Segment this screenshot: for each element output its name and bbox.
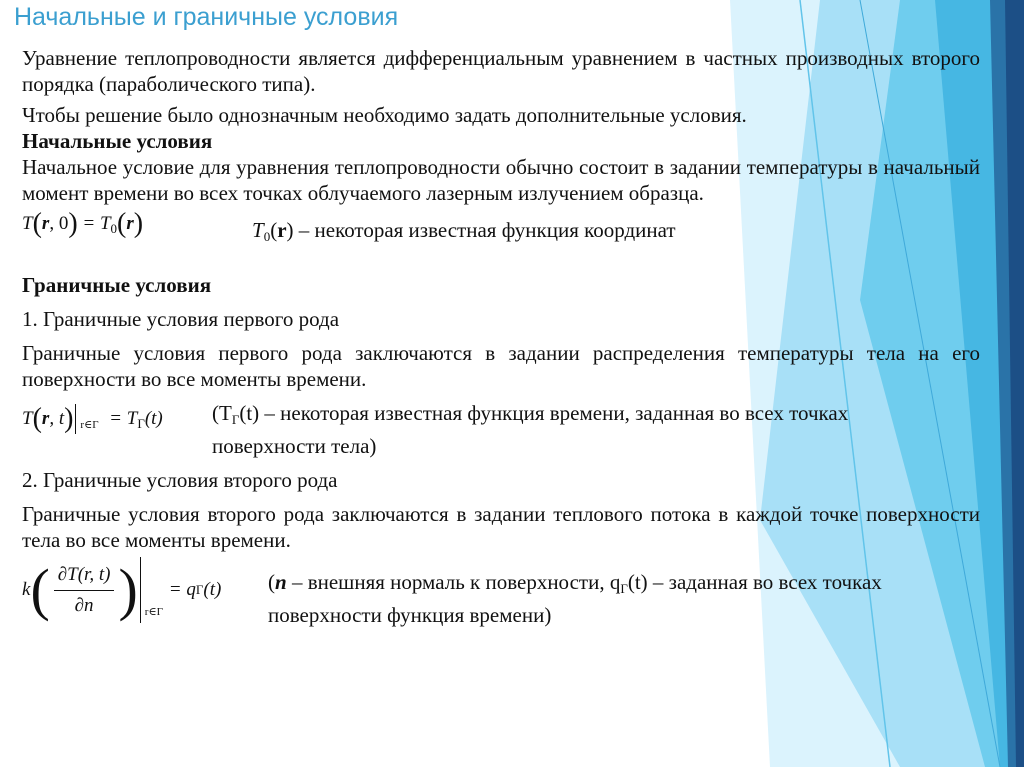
second-kind-title: 2. Граничные условия второго рода [22,468,338,492]
initial-conditions-heading: Начальные условия [22,129,213,153]
second-kind-text: Граничные условия второго рода заключаются в задании теплового потока в каждой точке поверхности тела во все моменты времени. [22,502,980,552]
second-kind-note: (n – внешняя нормаль к поверхности, $q_Г(t)$ – заданная во всех точках поверхности функция времени) [268,570,882,627]
first-kind-note: ($T_\Gamma(t)$ – некоторая известная функция времени, заданная во всех точках поверхности тела) [212,401,849,458]
second-kind-row [22,557,980,628]
initial-condition-formula: T(r, $0) = T_0(r)$ [22,208,144,239]
initial-condition-note: $T_0(r)$ – некоторая известная функция координат [252,218,676,244]
first-kind-title: 1. Граничные условия первого рода [22,307,340,331]
intro-paragraph-2: Чтобы решение было однозначным необходимо задать дополнительные условия. [22,103,747,127]
second-kind-formula: k ( $\frac{\partial T(r, t)}{\partial n}$ ) r∈Γ = q Γ (t) [22,557,222,622]
first-kind-text: Граничные условия первого рода заключаются в задании распределения температуры тела на его поверхности во все моменты времени. [22,341,980,391]
evaluation-bar: r∈Γ [75,404,102,434]
flux-fraction: $\frac{\partial T(r, t)}{\partial n}$ [54,562,115,619]
intro-paragraph-1: Уравнение теплопроводности является дифференциальным уравнением в частных производных второго порядка (параболического типа). [22,46,980,96]
first-kind-formula: T(r, t) r∈Γ = $T_\Gamma(t)$ [22,403,163,434]
initial-conditions-text: Начальное условие для уравнения теплопроводности обычно состоит в задании температуры в начальный момент времени во всех точках облучаемого лазерным излучением образца. [22,155,980,205]
slide-content [22,45,980,628]
boundary-conditions-heading: Граничные условия [22,273,212,297]
evaluation-bar: r∈Γ [140,557,169,623]
first-kind-row [22,400,980,459]
slide-title: Начальные и граничные условия [14,3,399,31]
initial-condition-row [22,208,980,250]
